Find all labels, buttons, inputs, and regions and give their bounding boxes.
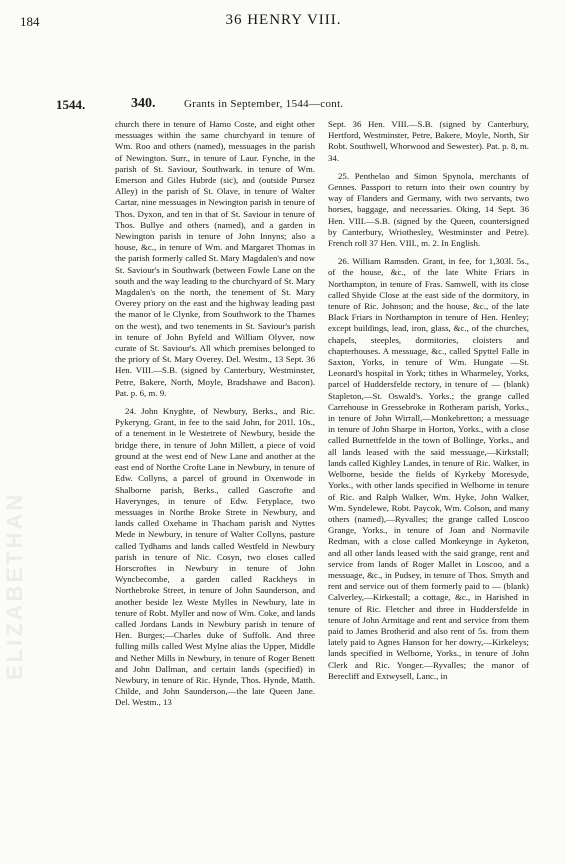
right-paragraph-3: 26. William Ramsden. Grant, in fee, for 1,303l. 5s., of the house, &c., of the late White Friars in Northampton, in tenure of Fras. Samwell, with its close called Shyide Close at the east side of the dormitory, in tenure of Ric. Johnson; and the house, &c., of the late Black Friars in Northampton in tenure of Hen. Henley; except buildings, lead, iron, glass, &c., of the churches, chapels, steeples, dormitories, cloisters and chapterhouses. A messuage, &c., called Spyttel Falle in Saxton, Yorks, in tenure of Wm. Hungate —St. Leonard's hospital in York; tithes in Wharmeley, Yorks, parcel of Huddersfelde rectory, in tenure of — (blank) Stapleton,—St. Oswald's. Yorks.; the grange called Carrehouse in Gressebroke in Rotheram parish, Yorks., in tenure of John Wirrall,—Monkebretton; a messuage in tenure of John Sharpe in Horton, Yorks., with a close called Burnettfelde in the town of Bollinge, Yorks., and all lands leased with the said messuage,—Kirkstall; lands called Kighley Landes, in tenure of Ric. Walker, in Welborne, beside the fields of Kyrkeby Moresyde, Yorks., with other lands specified in Welborne in tenure of Ric. and Ralph Walker, Wm. Hyke, John Walker, Wm. Syndelewe, Robt. Paycok, Wm. Colson, and many others (named),—Ryvalles; the grange called Loscoo Grange, Yorks., in tenure of Joan and Normavile Redman, with a close called Monkeynge in Ayketon, and all other lands leased with the said grange, rent and service from lands of Roger Mallet in Loscoo, and a messuage, &c., in Pudsey, in tenure of Thos. Smyth and rent and service out of them formerly paid to — (blank) Calverley,—Kirkestall; a cottage, &c., in Harished in tenure of Ric. Fletcher and three in Huddersfelde in tenure of John Armitage and rent and service from them paid to James Brotherid and also rent of 5s. from them lately paid to Agnes Hanson for her dowry,—Kirkeleys; lands specified in Welborne, Yorks., in tenure of John Clerk and Ric. Yonger.—Ryvalles; the manor of Berecliff and Extwysell, Lanc., in bbox=[328, 256, 529, 681]
running-title: 36 HENRY VIII. bbox=[225, 12, 342, 28]
right-column bbox=[328, 119, 529, 854]
left-paragraph-2: 24. John Knyghte, of Newbury, Berks., and Ric. Pykeryng. Grant, in fee to the said John, for 201l. 10s., of a tenement in le Westetrete of Newbury, beside the bridge there, in tenure of John Millett, a piece of void ground at the west end of New Lane and another at the east end of Northe Crofte Lane in Newbury, in tenure of Edw. Collyns, a parcel of ground in Oxenwode in Shalborne parish, Berks., called Gascrofte and Haverynges, in tenure of Edw. Fetyplace, two messuages in Northe Broke Strete in Newbury, and lands called Oxehame in Thacham parish and Nyttes Mede in Newbury, in tenure of Walter Collyns, pasture called Tydhams and lands called Westfeld in Newbury parish in tenure of Nic. Cosyn, two closes called Horscroftes in Newbury in tenure of John Wyncbecombe, a garden called Rackheys in Northebroke Street, in tenure of John Saunderson, and another beside lez Weste Mylles in Newbury, late in tenure of Robt. Myller and now of Wm. Coke, and lands called Jordans Lands in Newbury parish in tenure of Hen. Burges;—Charles duke of Suffolk. And three fulling mills called West Mylne alias the Upper, Middle and Nether Mills in Newbury, in tenure of Roger Benett and John Dallman, and certain lands (specified) in Newbury, in tenure of Ric. Hynde, Thos. Hynde, Matth. Childe, and John Saunderson,—the late Queen Jane. Del. Westm., 13 bbox=[115, 406, 315, 708]
entry-number: 340. bbox=[131, 96, 156, 111]
watermark: ELIZABETHAN bbox=[2, 491, 27, 680]
left-column bbox=[115, 119, 315, 854]
right-paragraph-2: 25. Penthelao and Simon Spynola, merchants of Gennes. Passport to return into their own country by way of Flanders and Germany, with two servants, two horses, baggage, and necessaries. Oking, 14 Sept. 36 Hen. VIII.—S.B. (signed by the Queen, countersigned by Canterbury, Wriothesley, Westminster and Petre). French roll 37 Hen. VIII., m. 2. In English. bbox=[328, 170, 529, 249]
margin-year: 1544. bbox=[56, 97, 86, 112]
entry-title: Grants in September, 1544—cont. bbox=[184, 98, 344, 110]
right-paragraph-1: Sept. 36 Hen. VIII.—S.B. (signed by Canterbury, Hertford, Westminster, Petre, Bakere, Moyle, North, Sir Robt. Southwell, Whorwood and Sewester). Pat. p. 8, m. 34. bbox=[328, 119, 529, 163]
page-number: 184 bbox=[20, 14, 40, 29]
left-paragraph-1: church there in tenure of Hamo Coste, and eight other messuages within the same churchyard in tenure of Wm. Roo and others (named), messuages in the parish of Newington. Surr., in tenure of Laur. Fynche, in the parish of St. Saviour, Southwark. in tenure of Wm. Emerson and Giles Hubrde (sic), and (outside Pursez Alley) in the parish of St. Olave, in tenure of Walter Cartar, nine messuages in Newington parish in tenure of Thos. Dyxon, and ten in that of St. Saviour in tenure of Thos. Bullye and others (named), and a garden in Newington parish in tenure of John Innyns; also a house, &c., in tenure of Wm. and Margaret Thomas in the parish formerly called St. Mary Magdalen's and now St. Saviour's in Southwark (between Fowle Lane on the south and the way leading to the churchyard of St. Mary Magdalen's on the north, the tenement of St. Mary Overey priory on the east and the highway leading past the manor of le Clynke, from Southwork to the Thames on the west), and two tenements in St. Saviour's parish in tenure of John Byfeld and William Olyver, now curate of St. Saviour's. All which premises belonged to the priory of St. Mary Overey. Del. Westm., 13 Sept. 36 Hen. VIII.—S.B. (signed by Canterbury, Westminster, Petre, Bakere, North, Moyle, Bradshawe and Bacon). Pat. p. 6, m. 9. bbox=[115, 119, 315, 398]
